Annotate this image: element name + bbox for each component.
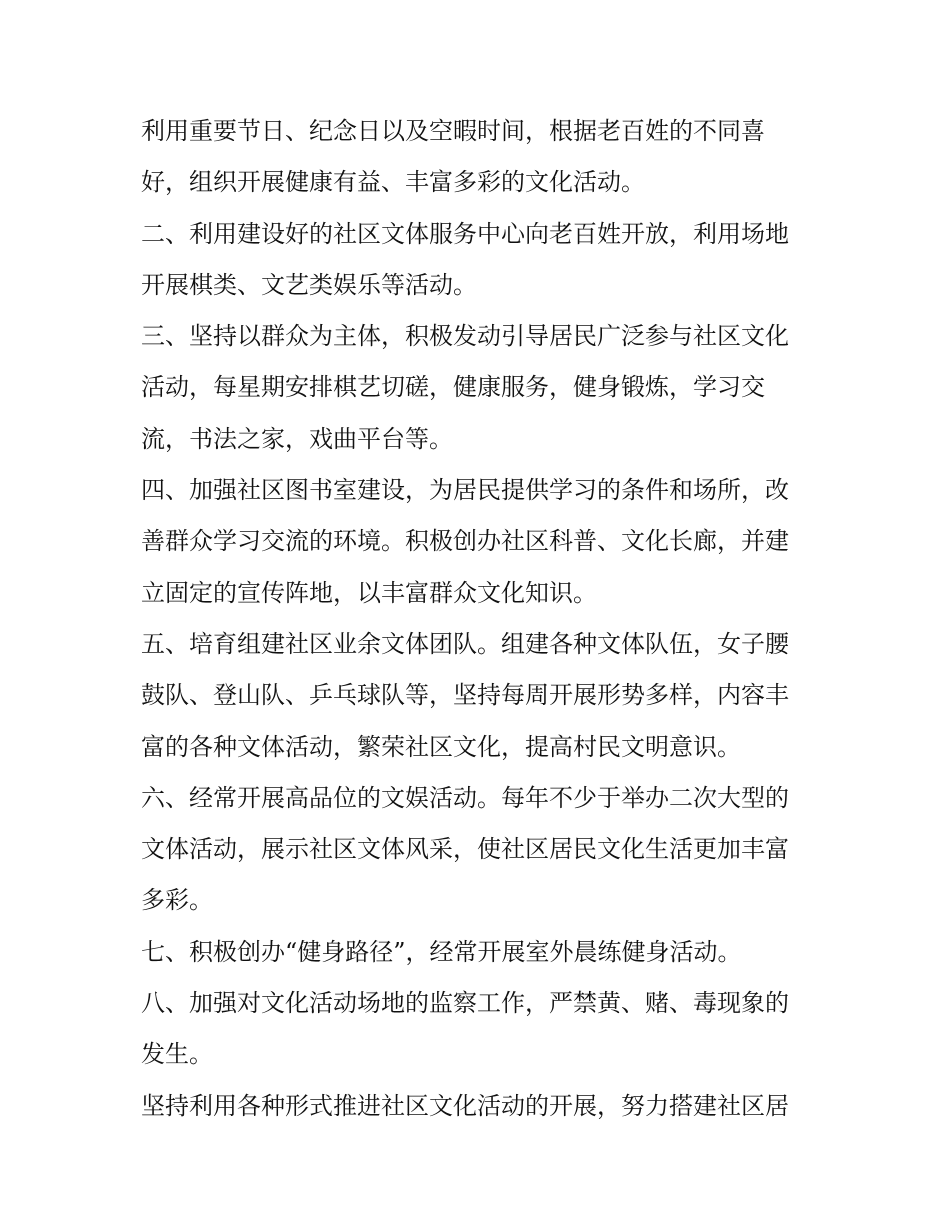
paragraph-item-2 bbox=[141, 209, 821, 312]
text-line: 发生。 bbox=[141, 1040, 213, 1069]
paragraph-item-8 bbox=[141, 978, 821, 1081]
text-line: 利用重要节日、纪念日以及空暇时间，根据老百姓的不同喜 bbox=[141, 117, 765, 145]
text-line: 六、经常开展高品位的文娱活动。每年不少于举办二次大型的 bbox=[141, 783, 789, 812]
text-line: 七、积极创办“健身路径”，经常开展室外晨练健身活动。 bbox=[141, 937, 742, 966]
text-line: 文体活动，展示社区文体风采，使社区居民文化生活更加丰富 bbox=[141, 835, 789, 864]
text-line: 开展棋类、文艺类娱乐等活动。 bbox=[141, 270, 477, 299]
paragraph-item-5 bbox=[141, 619, 821, 773]
paragraph-item-4 bbox=[141, 465, 821, 619]
text-line: 三、坚持以群众为主体，积极发动引导居民广泛参与社区文化 bbox=[141, 322, 789, 351]
text-line: 五、培育组建社区业余文体团队。组建各种文体队伍，女子腰 bbox=[141, 629, 789, 658]
paragraph-item-3 bbox=[141, 311, 821, 465]
text-line: 鼓队、登山队、乒乓球队等，坚持每周开展形势多样，内容丰 bbox=[141, 681, 789, 710]
text-line: 多彩。 bbox=[141, 886, 213, 915]
text-line: 八、加强对文化活动场地的监察工作，严禁黄、赌、毒现象的 bbox=[141, 989, 789, 1018]
text-line: 四、加强社区图书室建设，为居民提供学习的条件和场所，改 bbox=[141, 476, 789, 505]
text-line: 好，组织开展健康有益、丰富多彩的文化活动。 bbox=[141, 168, 645, 197]
paragraph-item-7 bbox=[141, 927, 821, 978]
text-line: 坚持利用各种形式推进社区文化活动的开展，努力搭建社区居 bbox=[141, 1091, 789, 1120]
text-line: 善群众学习交流的环境。积极创办社区科普、文化长廊，并建 bbox=[141, 527, 789, 556]
paragraph-item-6 bbox=[141, 773, 821, 927]
paragraph-closing bbox=[141, 1081, 821, 1132]
text-line: 活动，每星期安排棋艺切磋，健康服务，健身锻炼，学习交 bbox=[141, 373, 765, 402]
text-line: 富的各种文体活动，繁荣社区文化，提高村民文明意识。 bbox=[141, 732, 741, 761]
text-line: 立固定的宣传阵地，以丰富群众文化知识。 bbox=[141, 578, 597, 607]
document-body bbox=[141, 106, 821, 1132]
paragraph-intro bbox=[141, 106, 821, 209]
text-line: 流，书法之家，戏曲平台等。 bbox=[141, 424, 453, 453]
text-line: 二、利用建设好的社区文体服务中心向老百姓开放，利用场地 bbox=[141, 219, 789, 248]
